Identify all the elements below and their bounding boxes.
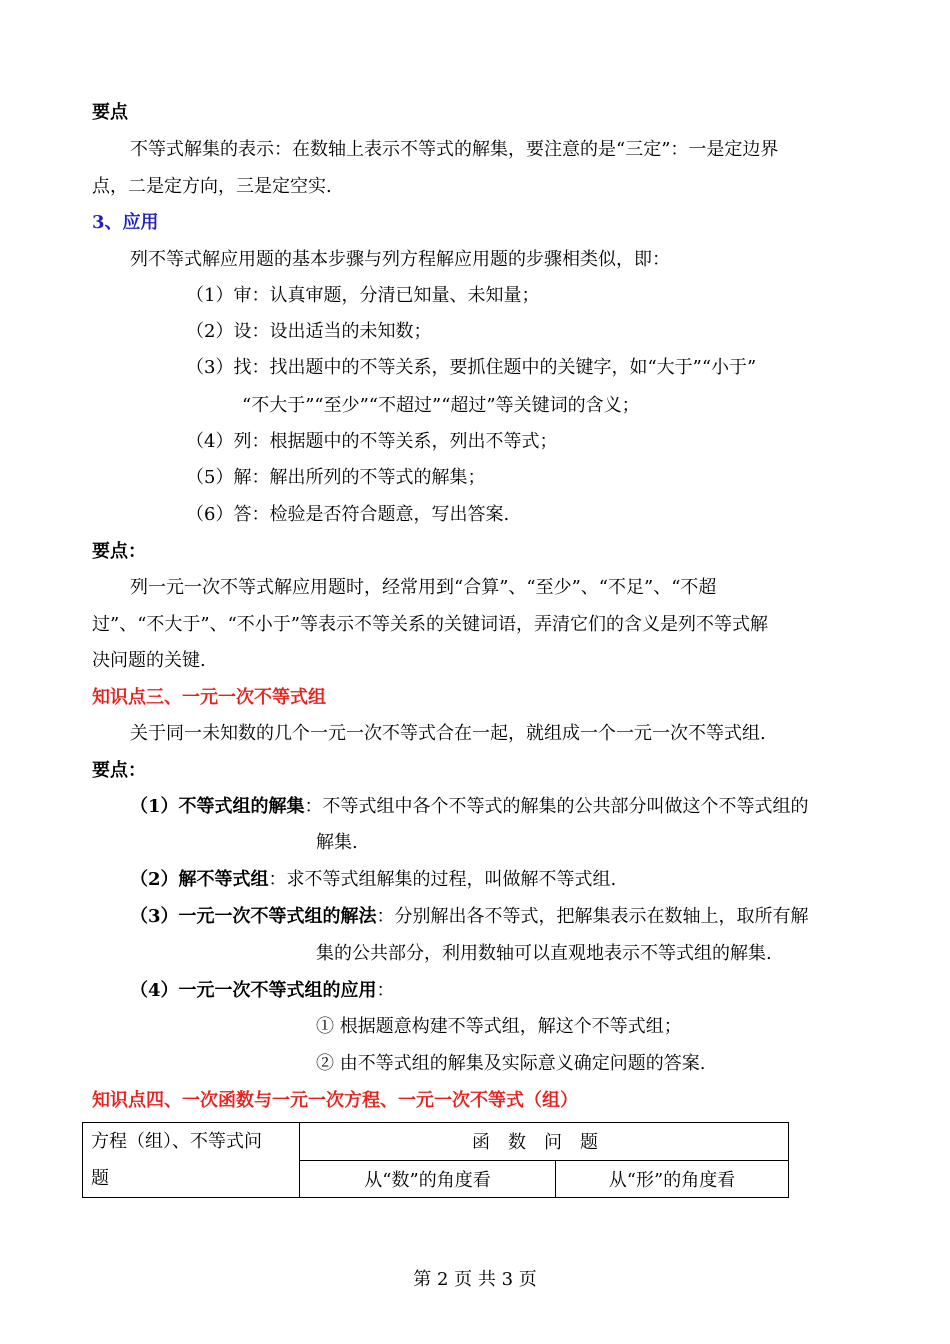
keypoint-heading: 要点：: [92, 541, 146, 562]
table-col-header-number: 从“数”的角度看: [300, 1160, 556, 1198]
section-heading: 知识点四、一次函数与一元一次方程、一元一次不等式（组）: [92, 1090, 578, 1111]
item-label: （2）解不等式组: [130, 869, 269, 890]
paragraph-line: 过”、“不大于”、“不小于”等表示不等关系的关键词语，弄清它们的含义是列不等式解: [92, 614, 769, 635]
item-label: （3）一元一次不等式组的解法: [130, 906, 377, 927]
step-item: （3）找：找出题中的不等关系，要抓住题中的关键字，如“大于”“小于”: [186, 357, 757, 378]
paragraph-line: 决问题的关键.: [92, 650, 206, 671]
keypoint-item: [130, 905, 809, 929]
step-item: （5）解：解出所列的不等式的解集；: [186, 467, 486, 488]
step-item-continued: “不大于”“至少”“不超过”“超过”等关键词的含义；: [242, 395, 640, 416]
step-item: （6）答：检验是否符合题意，写出答案.: [186, 504, 510, 525]
paragraph-line: 关于同一未知数的几个一元一次不等式合在一起，就组成一个一元一次不等式组.: [130, 723, 766, 744]
step-item: （2）设：设出适当的未知数；: [186, 321, 432, 342]
item-text: ：分别解出各不等式，把解集表示在数轴上，取所有解: [376, 906, 809, 927]
keypoint-item: [130, 868, 616, 892]
keypoint-heading: 要点：: [92, 760, 146, 781]
comparison-table: [82, 1122, 789, 1198]
step-item: （4）列：根据题中的不等关系，列出不等式；: [186, 431, 558, 452]
item-text-continued: 解集.: [316, 832, 358, 853]
section-heading: 3、应用: [92, 212, 159, 233]
table-col-header-shape: 从“形”的角度看: [556, 1160, 789, 1198]
table-top-header: 函数问题: [300, 1123, 789, 1161]
paragraph-line: 不等式解集的表示：在数轴上表示不等式的解集，要注意的是“三定”：一是定边界: [130, 139, 779, 160]
left-header-line: 方程（组）、不等式问: [91, 1131, 262, 1152]
sub-item: ① 根据题意构建不等式组，解这个不等式组；: [316, 1016, 682, 1037]
keypoint-item: [130, 979, 395, 1003]
paragraph-line: 列不等式解应用题的基本步骤与列方程解应用题的步骤相类似，即：: [130, 249, 670, 270]
item-text: ：求不等式组解集的过程，叫做解不等式组.: [268, 869, 617, 890]
paragraph-line: 点，二是定方向，三是定空实.: [92, 176, 332, 197]
item-label: （1）不等式组的解集: [130, 796, 305, 817]
item-text-continued: 集的公共部分，利用数轴可以直观地表示不等式组的解集.: [316, 943, 772, 964]
keypoint-item: [130, 795, 809, 819]
sub-item: ② 由不等式组的解集及实际意义确定问题的答案.: [316, 1053, 706, 1074]
paragraph-line: 列一元一次不等式解应用题时，经常用到“合算”、“至少”、“不足”、“不超: [130, 577, 717, 598]
section-heading: 知识点三、一元一次不等式组: [92, 687, 326, 708]
item-text: ：不等式组中各个不等式的解集的公共部分叫做这个不等式组的: [304, 796, 809, 817]
item-text: ：: [376, 980, 395, 1001]
left-header-line: 题: [91, 1168, 109, 1189]
item-label: （4）一元一次不等式组的应用: [130, 980, 377, 1001]
keypoint-heading: 要点: [92, 102, 128, 123]
step-item: （1）审：认真审题，分清已知量、未知量；: [186, 285, 540, 306]
table-left-header: [83, 1123, 300, 1198]
page-footer: 第 2 页 共 3 页: [413, 1269, 537, 1290]
